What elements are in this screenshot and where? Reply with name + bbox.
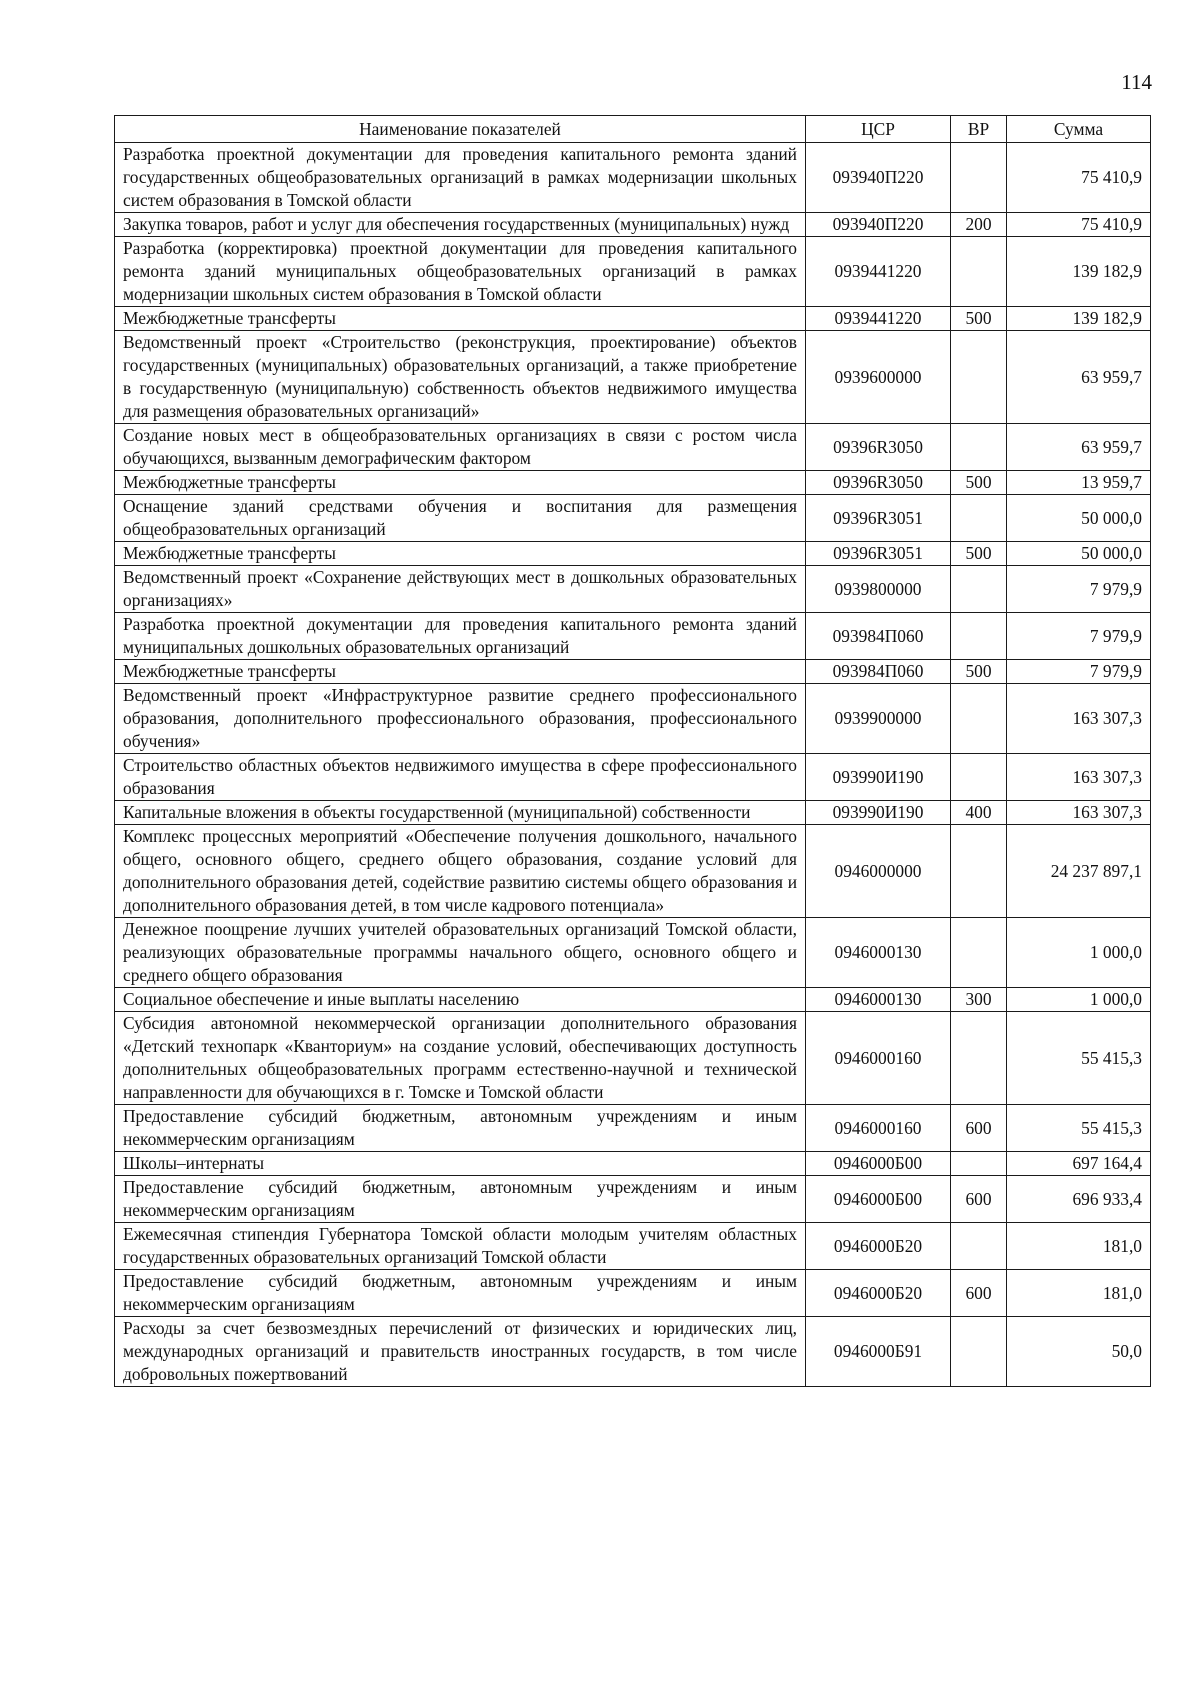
table-row bbox=[115, 471, 1151, 495]
cell-vr bbox=[951, 237, 1007, 307]
cell-csr: 0939800000 bbox=[806, 566, 951, 613]
table-row bbox=[115, 660, 1151, 684]
cell-sum: 139 182,9 bbox=[1007, 307, 1151, 331]
cell-sum: 24 237 897,1 bbox=[1007, 825, 1151, 918]
column-header-name: Наименование показателей bbox=[115, 116, 806, 143]
cell-vr bbox=[951, 825, 1007, 918]
cell-name: Межбюджетные трансферты bbox=[115, 471, 806, 495]
column-header-vr: ВР bbox=[951, 116, 1007, 143]
table-row bbox=[115, 307, 1151, 331]
cell-csr: 093984П060 bbox=[806, 613, 951, 660]
cell-vr bbox=[951, 331, 1007, 424]
table-header bbox=[115, 116, 1151, 143]
cell-vr bbox=[951, 918, 1007, 988]
table-row bbox=[115, 213, 1151, 237]
cell-name: Разработка проектной документации для проведения капитального ремонта зданий государственных общеобразовательных организаций в рамках модернизации школьных систем образования в Томской области bbox=[115, 143, 806, 213]
cell-vr: 500 bbox=[951, 542, 1007, 566]
cell-name: Предоставление субсидий бюджетным, автономным учреждениям и иным некоммерческим организациям bbox=[115, 1270, 806, 1317]
cell-name: Школы–интернаты bbox=[115, 1152, 806, 1176]
cell-vr bbox=[951, 1223, 1007, 1270]
cell-vr: 300 bbox=[951, 988, 1007, 1012]
cell-name: Денежное поощрение лучших учителей образовательных организаций Томской области, реализующих образовательные программы начального общего, основного общего и среднего общего образования bbox=[115, 918, 806, 988]
cell-name: Ежемесячная стипендия Губернатора Томской области молодым учителям областных государственных образовательных организаций Томской области bbox=[115, 1223, 806, 1270]
cell-name: Оснащение зданий средствами обучения и воспитания для размещения общеобразовательных организаций bbox=[115, 495, 806, 542]
budget-table bbox=[114, 115, 1151, 1387]
table-row bbox=[115, 825, 1151, 918]
cell-vr: 600 bbox=[951, 1270, 1007, 1317]
cell-name: Закупка товаров, работ и услуг для обеспечения государственных (муниципальных) нужд bbox=[115, 213, 806, 237]
cell-vr bbox=[951, 495, 1007, 542]
cell-name: Комплекс процессных мероприятий «Обеспечение получения дошкольного, начального общего, основного общего, среднего общего образования, создание условий для дополнительного образования детей, содействие развитию системы общего образования и дополнительного образования детей, в том числе кадрового потенциала» bbox=[115, 825, 806, 918]
column-header-csr: ЦСР bbox=[806, 116, 951, 143]
cell-sum: 7 979,9 bbox=[1007, 566, 1151, 613]
cell-sum: 139 182,9 bbox=[1007, 237, 1151, 307]
cell-vr: 500 bbox=[951, 307, 1007, 331]
cell-name: Расходы за счет безвозмездных перечислений от физических и юридических лиц, международных организаций и правительств иностранных государств, в том числе добровольных пожертвований bbox=[115, 1317, 806, 1387]
cell-csr: 0939441220 bbox=[806, 307, 951, 331]
column-header-sum: Сумма bbox=[1007, 116, 1151, 143]
cell-name: Субсидия автономной некоммерческой организации дополнительного образования «Детский технопарк «Кванториум» на создание условий, обеспечивающих доступность дополнительных общеобразовательных программ естественно-научной и технической направленности для обучающихся в г. Томске и Томской области bbox=[115, 1012, 806, 1105]
cell-vr: 500 bbox=[951, 471, 1007, 495]
cell-name: Ведомственный проект «Строительство (реконструкция, проектирование) объектов государственных (муниципальных) образовательных организаций, а также приобретение в государственную (муниципальную) собственность объектов недвижимого имущества для размещения образовательных организаций» bbox=[115, 331, 806, 424]
table-body bbox=[115, 143, 1151, 1387]
table-header-row bbox=[115, 116, 1151, 143]
table-row bbox=[115, 1105, 1151, 1152]
cell-csr: 0939900000 bbox=[806, 684, 951, 754]
cell-vr bbox=[951, 1012, 1007, 1105]
table-row bbox=[115, 331, 1151, 424]
table-row bbox=[115, 918, 1151, 988]
cell-sum: 7 979,9 bbox=[1007, 613, 1151, 660]
cell-vr: 600 bbox=[951, 1176, 1007, 1223]
cell-csr: 0946000Б20 bbox=[806, 1223, 951, 1270]
cell-csr: 0946000Б20 bbox=[806, 1270, 951, 1317]
cell-vr: 500 bbox=[951, 660, 1007, 684]
table-row bbox=[115, 542, 1151, 566]
cell-name: Строительство областных объектов недвижимого имущества в сфере профессионального образования bbox=[115, 754, 806, 801]
cell-name: Разработка (корректировка) проектной документации для проведения капитального ремонта зданий муниципальных общеобразовательных организаций в рамках модернизации школьных систем образования в Томской области bbox=[115, 237, 806, 307]
cell-csr: 0946000130 bbox=[806, 918, 951, 988]
cell-name: Ведомственный проект «Сохранение действующих мест в дошкольных образовательных организациях» bbox=[115, 566, 806, 613]
cell-vr: 400 bbox=[951, 801, 1007, 825]
cell-csr: 093990И190 bbox=[806, 754, 951, 801]
cell-sum: 1 000,0 bbox=[1007, 918, 1151, 988]
cell-name: Ведомственный проект «Инфраструктурное развитие среднего профессионального образования, дополнительного профессионального образования, профессионального обучения» bbox=[115, 684, 806, 754]
cell-csr: 0946000160 bbox=[806, 1012, 951, 1105]
cell-vr bbox=[951, 613, 1007, 660]
cell-vr: 200 bbox=[951, 213, 1007, 237]
table-row bbox=[115, 495, 1151, 542]
cell-csr: 0946000130 bbox=[806, 988, 951, 1012]
cell-csr: 09396R3051 bbox=[806, 495, 951, 542]
cell-csr: 0939600000 bbox=[806, 331, 951, 424]
table-row bbox=[115, 1012, 1151, 1105]
cell-name: Предоставление субсидий бюджетным, автономным учреждениям и иным некоммерческим организациям bbox=[115, 1176, 806, 1223]
cell-vr: 600 bbox=[951, 1105, 1007, 1152]
table-row bbox=[115, 613, 1151, 660]
cell-vr bbox=[951, 684, 1007, 754]
cell-sum: 163 307,3 bbox=[1007, 801, 1151, 825]
cell-csr: 0946000Б00 bbox=[806, 1152, 951, 1176]
table-row bbox=[115, 424, 1151, 471]
cell-name: Разработка проектной документации для проведения капитального ремонта зданий муниципальных дошкольных образовательных организаций bbox=[115, 613, 806, 660]
table-row bbox=[115, 684, 1151, 754]
cell-csr: 09396R3050 bbox=[806, 471, 951, 495]
cell-csr: 0946000000 bbox=[806, 825, 951, 918]
cell-name: Предоставление субсидий бюджетным, автономным учреждениям и иным некоммерческим организациям bbox=[115, 1105, 806, 1152]
table-row bbox=[115, 1317, 1151, 1387]
cell-vr bbox=[951, 754, 1007, 801]
cell-sum: 163 307,3 bbox=[1007, 754, 1151, 801]
table-row bbox=[115, 1270, 1151, 1317]
cell-vr bbox=[951, 566, 1007, 613]
cell-name: Межбюджетные трансферты bbox=[115, 660, 806, 684]
cell-vr bbox=[951, 1152, 1007, 1176]
table-row bbox=[115, 143, 1151, 213]
cell-csr: 0946000Б91 bbox=[806, 1317, 951, 1387]
cell-sum: 63 959,7 bbox=[1007, 331, 1151, 424]
cell-sum: 181,0 bbox=[1007, 1270, 1151, 1317]
page-number: 114 bbox=[1121, 70, 1152, 94]
cell-sum: 75 410,9 bbox=[1007, 143, 1151, 213]
table-row bbox=[115, 754, 1151, 801]
cell-sum: 50 000,0 bbox=[1007, 542, 1151, 566]
table-row bbox=[115, 237, 1151, 307]
cell-name: Капитальные вложения в объекты государственной (муниципальной) собственности bbox=[115, 801, 806, 825]
cell-sum: 7 979,9 bbox=[1007, 660, 1151, 684]
cell-sum: 181,0 bbox=[1007, 1223, 1151, 1270]
table-row bbox=[115, 1152, 1151, 1176]
cell-sum: 55 415,3 bbox=[1007, 1012, 1151, 1105]
cell-csr: 09396R3051 bbox=[806, 542, 951, 566]
cell-csr: 0939441220 bbox=[806, 237, 951, 307]
table-row bbox=[115, 1176, 1151, 1223]
cell-vr bbox=[951, 424, 1007, 471]
cell-csr: 093940П220 bbox=[806, 213, 951, 237]
cell-sum: 696 933,4 bbox=[1007, 1176, 1151, 1223]
table-row bbox=[115, 566, 1151, 613]
cell-sum: 13 959,7 bbox=[1007, 471, 1151, 495]
cell-csr: 09396R3050 bbox=[806, 424, 951, 471]
cell-csr: 093984П060 bbox=[806, 660, 951, 684]
cell-csr: 0946000160 bbox=[806, 1105, 951, 1152]
cell-name: Межбюджетные трансферты bbox=[115, 307, 806, 331]
cell-csr: 0946000Б00 bbox=[806, 1176, 951, 1223]
cell-sum: 697 164,4 bbox=[1007, 1152, 1151, 1176]
table-row bbox=[115, 1223, 1151, 1270]
cell-csr: 093940П220 bbox=[806, 143, 951, 213]
cell-vr bbox=[951, 143, 1007, 213]
cell-sum: 50,0 bbox=[1007, 1317, 1151, 1387]
cell-sum: 63 959,7 bbox=[1007, 424, 1151, 471]
table-row bbox=[115, 988, 1151, 1012]
cell-sum: 55 415,3 bbox=[1007, 1105, 1151, 1152]
cell-name: Межбюджетные трансферты bbox=[115, 542, 806, 566]
cell-name: Социальное обеспечение и иные выплаты населению bbox=[115, 988, 806, 1012]
table-row bbox=[115, 801, 1151, 825]
cell-name: Создание новых мест в общеобразовательных организациях в связи с ростом числа обучающихся, вызванным демографическим фактором bbox=[115, 424, 806, 471]
cell-sum: 50 000,0 bbox=[1007, 495, 1151, 542]
cell-csr: 093990И190 bbox=[806, 801, 951, 825]
cell-sum: 75 410,9 bbox=[1007, 213, 1151, 237]
cell-sum: 163 307,3 bbox=[1007, 684, 1151, 754]
cell-sum: 1 000,0 bbox=[1007, 988, 1151, 1012]
cell-vr bbox=[951, 1317, 1007, 1387]
